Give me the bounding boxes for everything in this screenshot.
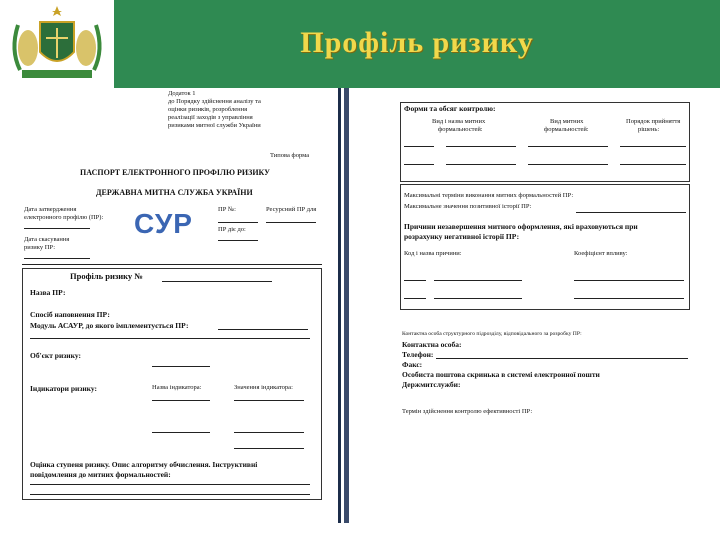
email-label: Особиста поштова скринька в системі електронної пошти — [402, 370, 600, 379]
reasons-label-2: розрахунку негативної історії ПР: — [404, 232, 520, 241]
code-reason-header: Код і назва причини: — [404, 250, 462, 257]
profile-title: Профіль ризику № — [70, 271, 143, 281]
period-label: Термін здійснення контролю ефективності ПР: — [402, 408, 533, 415]
max-terms-label: Максимальні терміни виконання митних формальностей ПР: — [404, 192, 574, 199]
indicator-name-field-2 — [152, 432, 210, 433]
date-cancel-label-2: ризику ПР: — [24, 244, 56, 251]
indicator-name-field-1 — [152, 400, 210, 401]
object-label: Об'єкт ризику: — [30, 351, 81, 360]
pr-number-label: ПР №: — [218, 206, 236, 213]
annex-line-2: до Порядку здійснення аналізу та — [168, 98, 261, 105]
control-row-2-a — [404, 164, 434, 165]
control-forms-label: Форми та обсяг контролю: — [404, 104, 496, 113]
annex-line-5: ризиками митної служби України — [168, 122, 261, 129]
reason-row-2-b — [434, 298, 522, 299]
customs-coat-of-arms-icon — [0, 0, 114, 88]
header-bar — [114, 0, 720, 88]
pr-name-label: Назва ПР: — [30, 288, 66, 297]
control-row-2-b — [446, 164, 516, 165]
passport-document — [22, 88, 322, 518]
pr-valid-label: ПР діє до: — [218, 226, 246, 233]
contact-note: Контактна особа структурного підрозділу, відповідального за розробку ПР: — [402, 331, 582, 337]
separator — [22, 264, 322, 265]
col1-header-2: формальностей: — [438, 126, 483, 133]
pr-valid-field — [218, 240, 258, 241]
method-label: Спосіб наповнення ПР: — [30, 310, 110, 319]
date-cancel-label: Дата скасування — [24, 236, 70, 243]
col1-header: Вид і назва митних — [432, 118, 486, 125]
col3-header: Порядок прийняття — [626, 118, 681, 125]
control-row-2-c — [528, 164, 608, 165]
date-approved-field — [24, 228, 90, 229]
indicator-name-header: Назва індикатора: — [152, 384, 202, 391]
max-values-field — [576, 212, 686, 213]
max-values-label: Максимальне значення позитивної історії ПР: — [404, 203, 532, 210]
divider-left — [338, 88, 341, 523]
indicators-label: Індикатори ризику: — [30, 384, 98, 393]
date-approved-label-2: електронного профілю (ПР): — [24, 214, 104, 221]
assessment-field-1 — [30, 484, 310, 485]
pr-type-field — [266, 222, 316, 223]
control-row-1-b — [446, 146, 516, 147]
reason-row-2-c — [574, 298, 684, 299]
passport-title: ПАСПОРТ ЕЛЕКТРОННОГО ПРОФІЛЮ РИЗИКУ — [80, 168, 271, 177]
reason-row-1-b — [434, 280, 522, 281]
phone-label: Телефон: — [402, 350, 434, 359]
reason-row-2-a — [404, 298, 426, 299]
indicator-value-field-1 — [234, 400, 304, 401]
annex-line-4: реалізації заходів з управління — [168, 114, 253, 121]
assessment-field-2 — [30, 494, 310, 495]
controls-document — [398, 88, 698, 428]
date-approved-label: Дата затвердження — [24, 206, 77, 213]
control-forms-frame — [400, 102, 690, 182]
col2-header-2: формальностей: — [544, 126, 589, 133]
control-row-2-d — [620, 164, 686, 165]
control-row-1-c — [528, 146, 608, 147]
profile-number-field — [162, 281, 272, 282]
reason-row-1-c — [574, 280, 684, 281]
control-row-1-a — [404, 146, 434, 147]
col3-header-2: рішень: — [638, 126, 660, 133]
sur-logo: СУР — [134, 208, 193, 239]
reason-row-1-a — [404, 280, 426, 281]
control-row-1-d — [620, 146, 686, 147]
annex-line-3: оцінки ризиків, розроблення — [168, 106, 248, 113]
reasons-label: Причини незавершення митного оформлення, які враховуються при — [404, 222, 638, 231]
indicator-value-field-2 — [234, 432, 304, 433]
fax-label: Факс: — [402, 360, 423, 369]
module-label: Модуль АСАУР, до якого імплементується ПР: — [30, 321, 189, 330]
coef-header: Коефіцієнт впливу: — [574, 250, 628, 257]
col2-header: Вид митних — [550, 118, 584, 125]
assessment-label: Оцінка ступеня ризику. Опис алгоритму обчислення. Інструктивні — [30, 460, 258, 469]
module-field — [218, 329, 308, 330]
form-label: Типова форма — [270, 152, 310, 159]
pr-type-label: Ресурсний ПР для — [266, 206, 317, 213]
page-title: Профіль ризику — [300, 26, 534, 59]
module-field-2 — [30, 338, 310, 339]
indicator-value-field-3 — [234, 448, 304, 449]
object-field — [152, 366, 210, 367]
contact-person-label: Контактна особа: — [402, 340, 462, 349]
date-cancel-field — [24, 258, 90, 259]
pr-number-field — [218, 222, 258, 223]
phone-field — [436, 358, 688, 359]
logo-area — [0, 0, 114, 88]
divider-right — [344, 88, 349, 523]
annex-line-1: Додаток 1 — [168, 90, 196, 97]
indicator-value-header: Значення індикатора: — [234, 384, 293, 391]
service-title: ДЕРЖАВНА МИТНА СЛУЖБА УКРАЇНИ — [96, 188, 253, 197]
assessment-label-2: повідомлення до митних формальностей: — [30, 470, 171, 479]
dms-label: Держмитслужби: — [402, 380, 461, 389]
